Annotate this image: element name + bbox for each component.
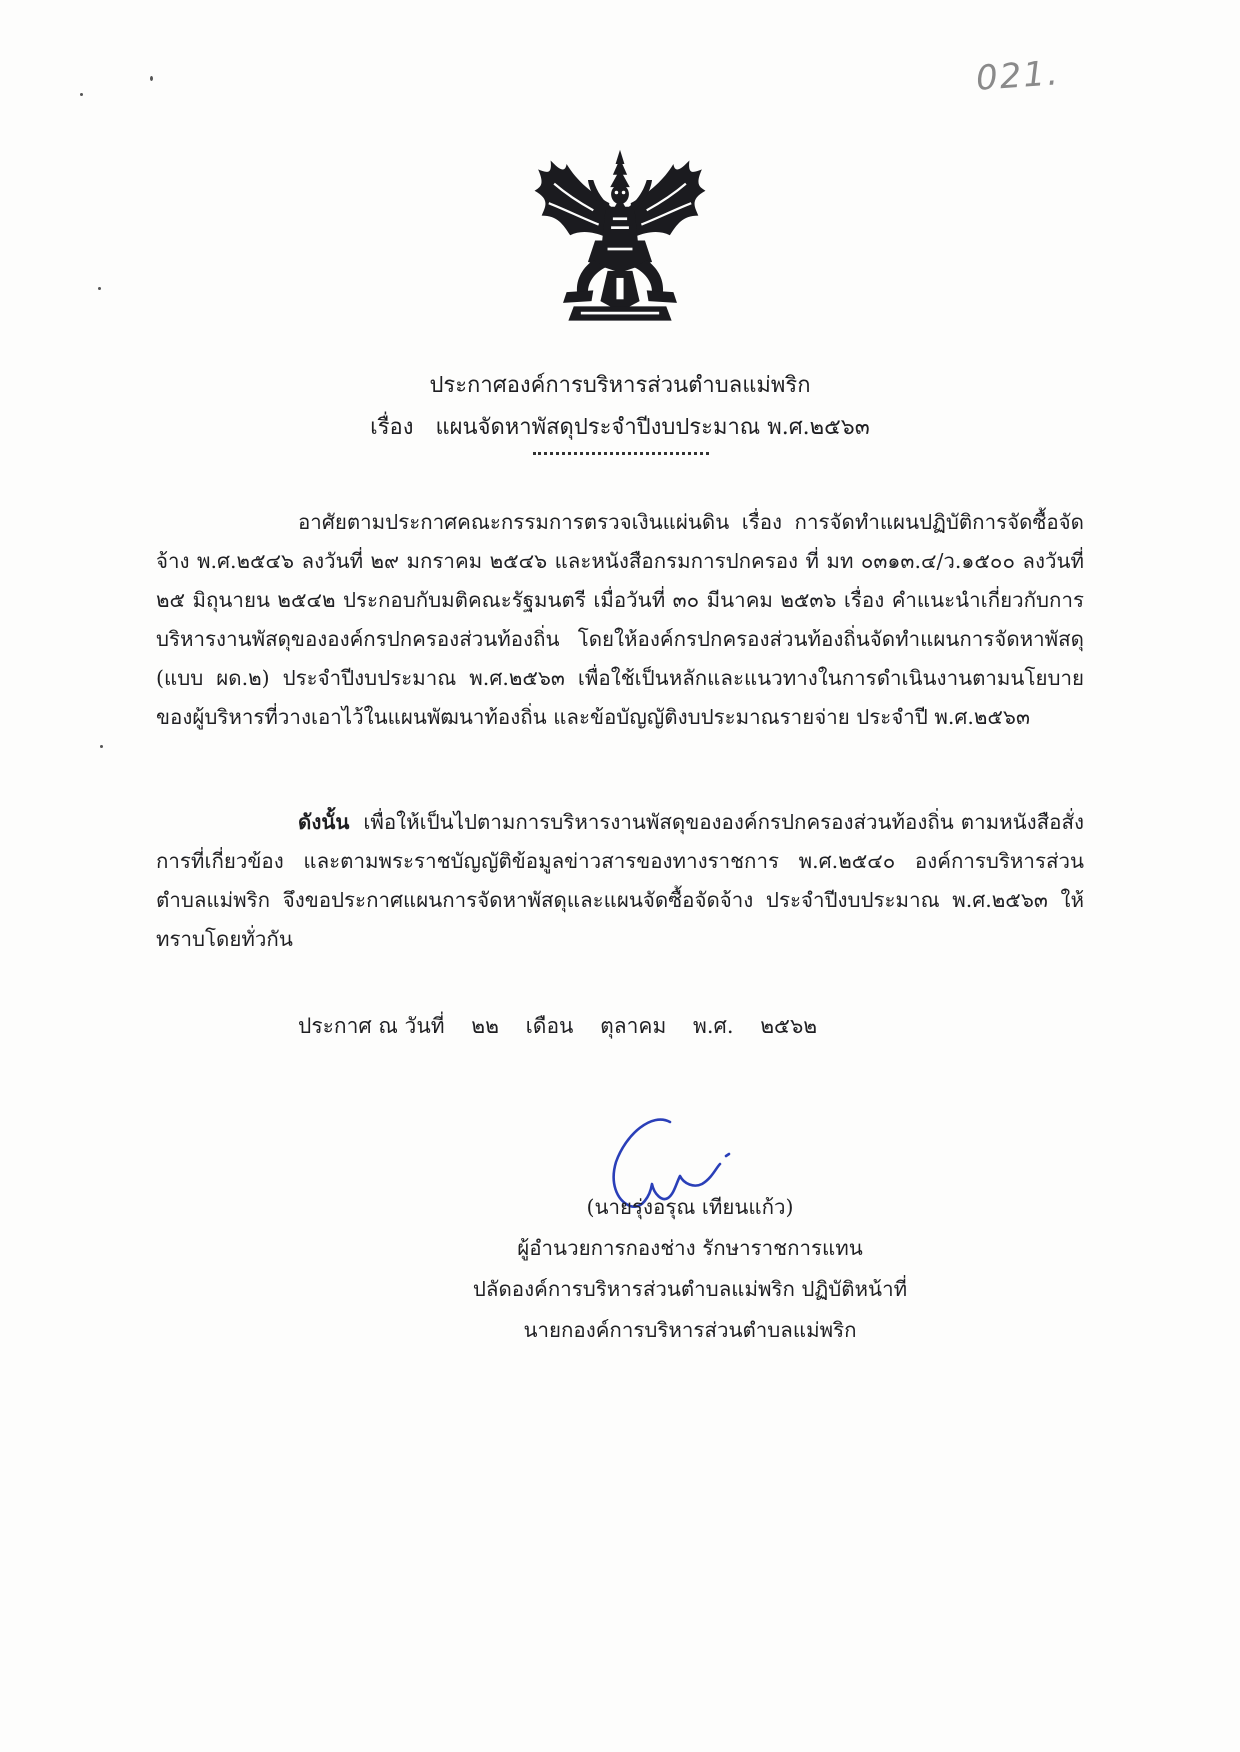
- signatory-block: [420, 1187, 960, 1351]
- scan-speck: [80, 93, 83, 96]
- subject-label: เรื่อง: [370, 415, 414, 440]
- date-year: ๒๕๖๒: [760, 1014, 818, 1038]
- announcement-title: ประกาศองค์การบริหารส่วนตำบลแม่พริก: [429, 373, 811, 398]
- signatory-position-3: นายกองค์การบริหารส่วนตำบลแม่พริก: [523, 1318, 857, 1342]
- garuda-emblem-icon: [530, 148, 710, 326]
- paragraph-2-lead: ดังนั้น: [298, 810, 350, 834]
- page-number: 021.: [974, 53, 1061, 99]
- date-month-label: เดือน: [525, 1014, 574, 1038]
- body-paragraph-1: อาศัยตามประกาศคณะกรรมการตรวจเงินแผ่นดิน เรื่อง การจัดทำแผนปฏิบัติการจัดซื้อจัดจ้าง พ.ศ.๒๕๔๖ ลงวันที่ ๒๙ มกราคม ๒๕๔๖ และหนังสือกรมการปกครอง ที่ มท ๐๓๑๓.๔/ว.๑๕๐๐ ลงวันที่ ๒๕ มิถุนายน ๒๕๔๒ ประกอบกับมติคณะรัฐมนตรี เมื่อวันที่ ๓๐ มีนาคม ๒๕๓๖ เรื่อง คำแนะนำเกี่ยวกับการบริหารงานพัสดุขององค์กรปกครองส่วนท้องถิ่น โดยให้องค์กรปกครองส่วนท้องถิ่นจัดทำแผนการจัดหาพัสดุ (แบบ ผด.๒) ประจำปีงบประมาณ พ.ศ.๒๕๖๓ เพื่อใช้เป็นหลักและแนวทางในการดำเนินงานตามนโยบายของผู้บริหารที่วางเอาไว้ในแผนพัฒนาท้องถิ่น และข้อบัญญัติงบประมาณรายจ่าย ประจำปี พ.ศ.๒๕๖๓: [156, 510, 1084, 729]
- announcement-subject: [220, 409, 1020, 444]
- paragraph-2-text: เพื่อให้เป็นไปตามการบริหารงานพัสดุขององค์กรปกครองส่วนท้องถิ่น ตามหนังสือสั่งการที่เกี่ยวข้อง และตามพระราชบัญญัติข้อมูลข่าวสารของทางราชการ พ.ศ.๒๕๔๐ องค์การบริหารส่วนตำบลแม่พริก จึงขอประกาศแผนการจัดหาพัสดุและแผนจัดซื้อจัดจ้าง ประจำปีงบประมาณ พ.ศ.๒๕๖๓ ให้ทราบโดยทั่วกัน: [156, 810, 1084, 951]
- dotted-divider: [533, 452, 709, 455]
- announcement-date: [298, 1010, 837, 1043]
- body-paragraph-2: [156, 803, 1084, 959]
- date-day: ๒๒: [471, 1014, 499, 1038]
- signatory-position-1: ผู้อำนวยการกองช่าง รักษาราชการแทน: [517, 1236, 863, 1260]
- signatory-name: (นายรุ่งอรุณ เทียนแก้ว): [586, 1195, 794, 1219]
- date-month: ตุลาคม: [600, 1014, 667, 1038]
- scan-speck: [150, 76, 153, 81]
- date-year-label: พ.ศ.: [693, 1014, 734, 1038]
- date-announced-label: ประกาศ ณ วันที่: [298, 1014, 445, 1038]
- subject-text: แผนจัดหาพัสดุประจำปีงบประมาณ พ.ศ.๒๕๖๓: [435, 415, 870, 440]
- signatory-position-2: ปลัดองค์การบริหารส่วนตำบลแม่พริก ปฏิบัติหน้าที่: [472, 1277, 908, 1301]
- scan-speck: [98, 287, 101, 290]
- scan-speck: [100, 745, 103, 748]
